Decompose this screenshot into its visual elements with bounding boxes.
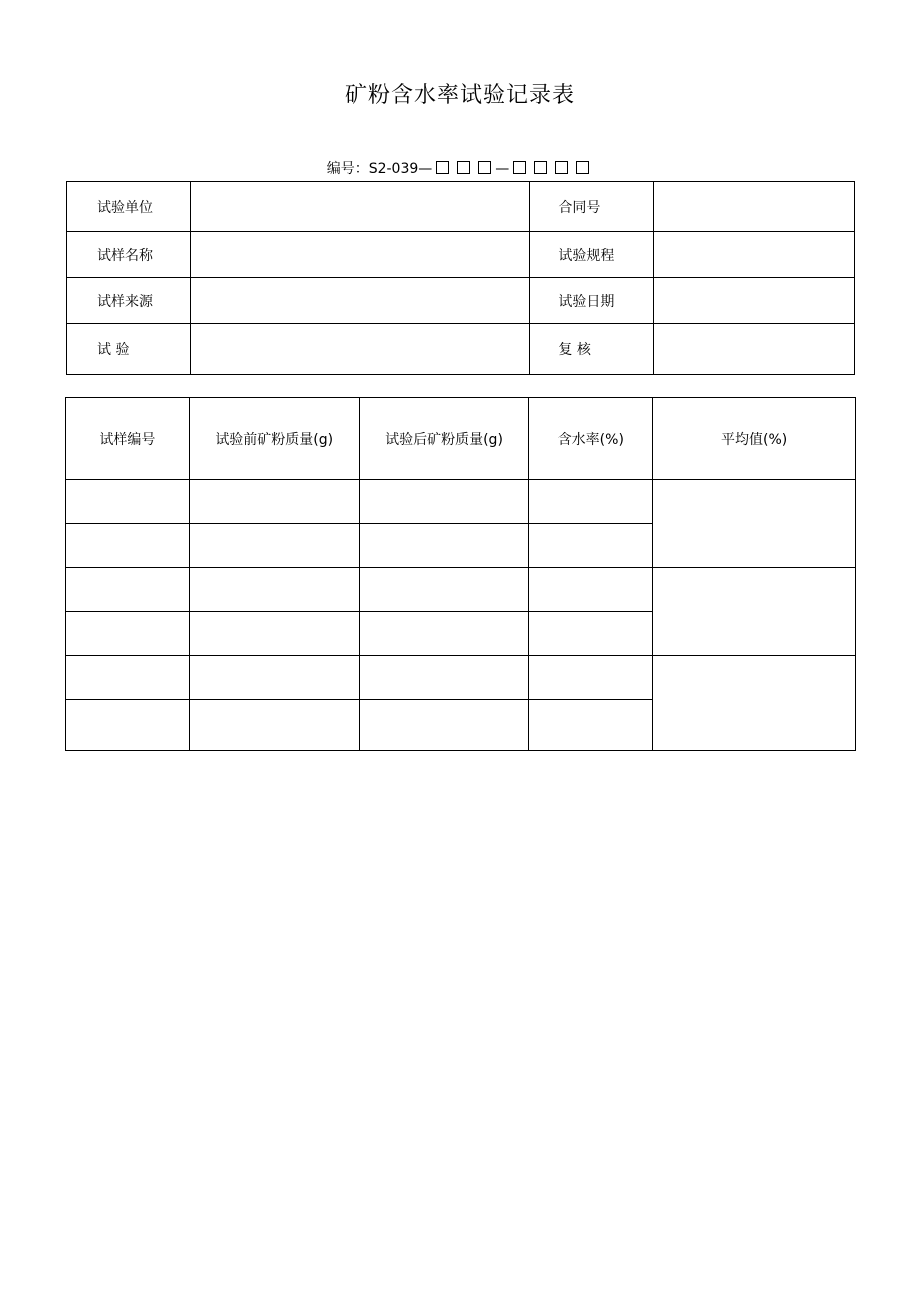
mass-after-cell[interactable] — [359, 568, 529, 612]
sample-no-cell[interactable] — [66, 700, 190, 751]
header-average: 平均值(%) — [653, 398, 856, 480]
sample-no-cell[interactable] — [66, 568, 190, 612]
mass-after-cell[interactable] — [359, 524, 529, 568]
serial-dash: — — [418, 161, 433, 177]
moisture-cell[interactable] — [529, 656, 653, 700]
header-moisture: 含水率(%) — [529, 398, 653, 480]
test-date-field[interactable] — [654, 278, 855, 324]
mass-after-cell[interactable] — [359, 700, 529, 751]
test-procedure-label: 试验规程 — [530, 232, 654, 278]
sample-no-cell[interactable] — [66, 524, 190, 568]
serial-box[interactable] — [555, 161, 568, 174]
serial-box[interactable] — [436, 161, 449, 174]
average-cell[interactable] — [653, 480, 856, 568]
moisture-cell[interactable] — [529, 612, 653, 656]
serial-prefix: S2-039 — [368, 161, 419, 177]
serial-box[interactable] — [478, 161, 491, 174]
test-unit-field[interactable] — [190, 182, 530, 232]
sample-name-label: 试样名称 — [67, 232, 191, 278]
contract-no-field[interactable] — [654, 182, 855, 232]
tester-field[interactable] — [190, 324, 530, 375]
contract-no-label: 合同号 — [530, 182, 654, 232]
mass-before-cell[interactable] — [189, 612, 359, 656]
sample-no-cell[interactable] — [66, 656, 190, 700]
tester-label: 试 验 — [67, 324, 191, 375]
header-sample-no: 试样编号 — [66, 398, 190, 480]
serial-dash: — — [495, 161, 510, 177]
mass-before-cell[interactable] — [189, 480, 359, 524]
info-table — [66, 181, 855, 375]
table-row — [66, 480, 856, 524]
mass-after-cell[interactable] — [359, 612, 529, 656]
page-title: 矿粉含水率试验记录表 — [344, 83, 575, 108]
test-date-label: 试验日期 — [530, 278, 654, 324]
reviewer-label: 复 核 — [530, 324, 654, 375]
serial-box[interactable] — [513, 161, 526, 174]
mass-before-cell[interactable] — [189, 524, 359, 568]
serial-box[interactable] — [534, 161, 547, 174]
test-procedure-field[interactable] — [654, 232, 855, 278]
reviewer-field[interactable] — [654, 324, 855, 375]
mass-before-cell[interactable] — [189, 568, 359, 612]
serial-number — [0, 160, 920, 178]
mass-before-cell[interactable] — [189, 700, 359, 751]
sample-source-field[interactable] — [190, 278, 530, 324]
serial-box[interactable] — [457, 161, 470, 174]
serial-label: 编号： — [326, 161, 369, 177]
average-cell[interactable] — [653, 656, 856, 751]
average-cell[interactable] — [653, 568, 856, 656]
table-row — [66, 656, 856, 700]
moisture-cell[interactable] — [529, 524, 653, 568]
mass-after-cell[interactable] — [359, 480, 529, 524]
moisture-cell[interactable] — [529, 700, 653, 751]
moisture-cell[interactable] — [529, 480, 653, 524]
test-unit-label: 试验单位 — [67, 182, 191, 232]
moisture-cell[interactable] — [529, 568, 653, 612]
header-mass-after: 试验后矿粉质量(g) — [359, 398, 529, 480]
header-mass-before: 试验前矿粉质量(g) — [189, 398, 359, 480]
sample-source-label: 试样来源 — [67, 278, 191, 324]
moisture-data-table — [65, 397, 856, 751]
sample-name-field[interactable] — [190, 232, 530, 278]
table-row — [66, 568, 856, 612]
mass-before-cell[interactable] — [189, 656, 359, 700]
sample-no-cell[interactable] — [66, 480, 190, 524]
sample-no-cell[interactable] — [66, 612, 190, 656]
serial-box[interactable] — [576, 161, 589, 174]
mass-after-cell[interactable] — [359, 656, 529, 700]
